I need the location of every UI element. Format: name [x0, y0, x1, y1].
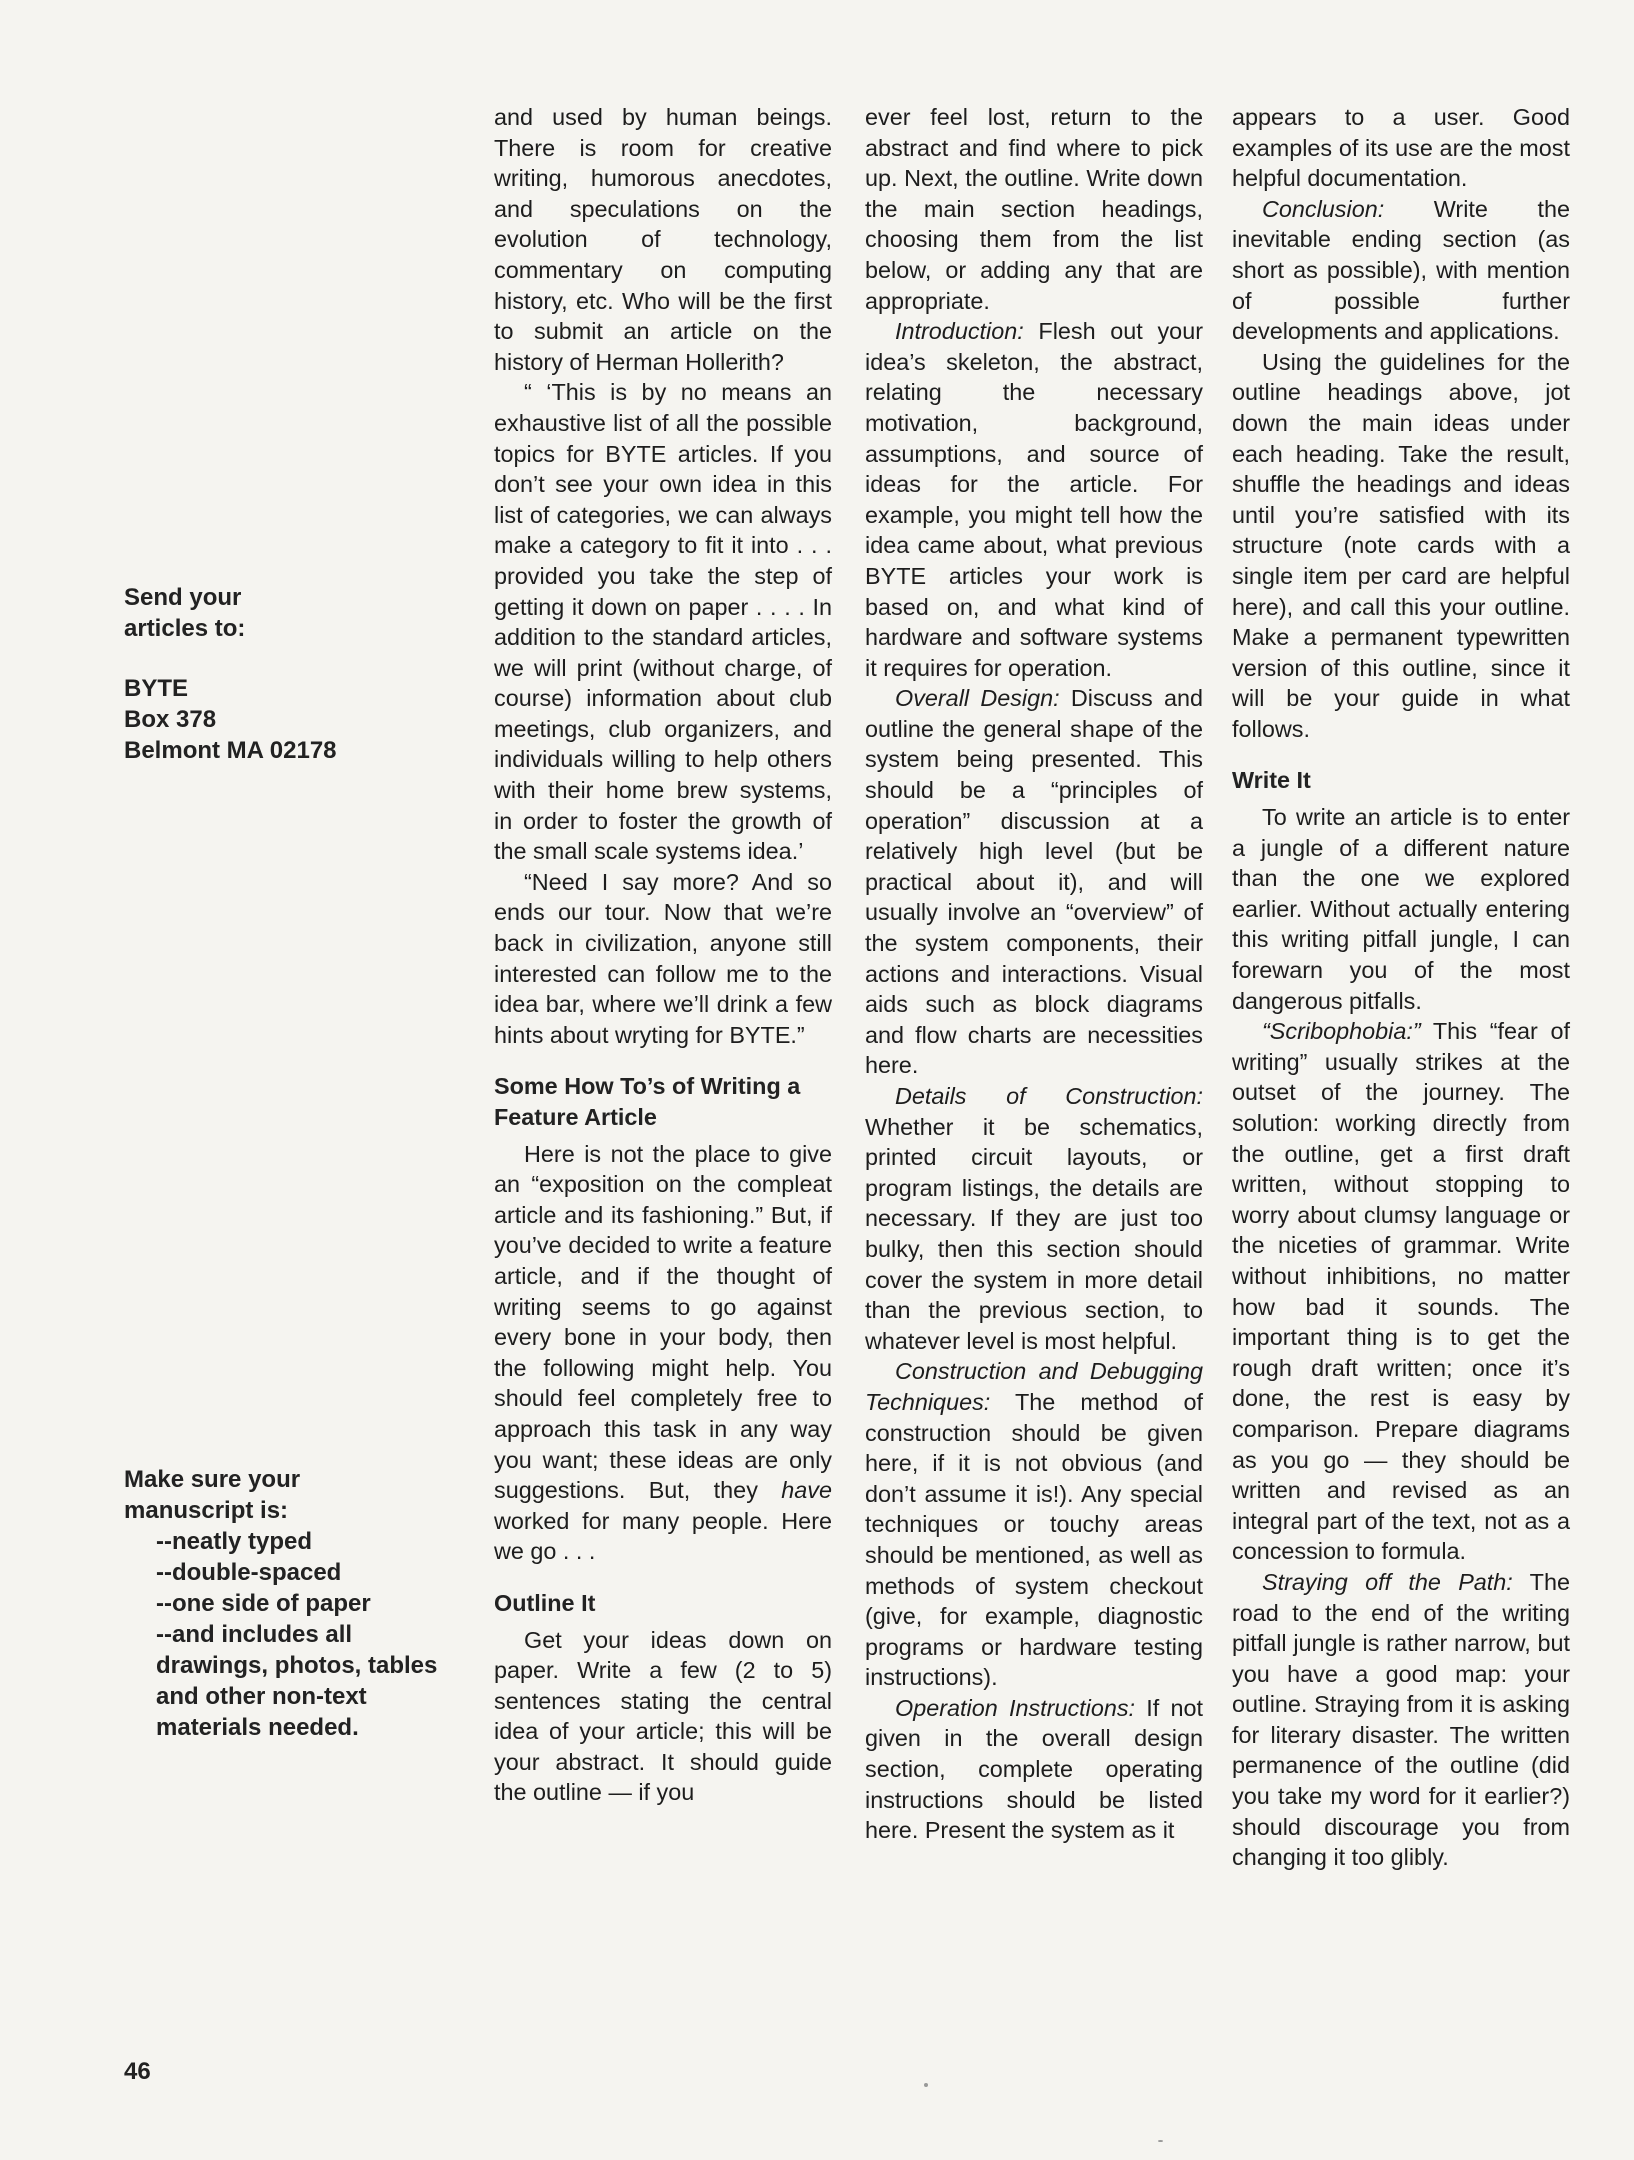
paragraph — [1232, 1567, 1570, 1873]
send-articles-note — [124, 582, 374, 766]
paragraph — [494, 1139, 832, 1567]
article-column-1 — [494, 102, 832, 1808]
paragraph — [865, 1356, 1203, 1693]
paragraph-text: Discuss and outline the general shape of the system being presented. This should be a “principles of operation” discussion at a relatively high level (but be practical about it), and will usually involve an “overview” of the system components, their actions and interactions. Visual aids such as block diagrams and flow charts are necessities here. — [865, 685, 1204, 1079]
send-heading-line: Send your — [124, 584, 242, 611]
paragraph-text: Flesh out your idea’s skeleton, the abstract, relating the necessary motivation, background, assumptions, and source of ideas for the article. For example, you might tell how the idea came about, what previous BYTE articles your work is based on, and what kind of hardware and software systems it requires for operation. — [865, 318, 1203, 681]
section-heading: Write It — [1232, 767, 1311, 794]
address-line: Belmont MA 02178 — [124, 737, 337, 764]
mailing-address — [124, 673, 374, 766]
requirement-item: materials needed. — [156, 1714, 359, 1741]
subsection-label: Straying off the Path: — [1262, 1568, 1513, 1595]
paragraph: “ ‘This is by no means an exhaustive list of all the possible topics for BYTE articles. If you don’t see your own idea in this list of categories, we can always make a category to fit it into . . . provided you take the step of getting it down on paper . . . . In addition to the standard articles, we will print (without charge, of course) information about club meetings, club organizers, and individuals willing to help others with their home brew systems, in order to foster the growth of the small scale systems idea.’ — [494, 379, 832, 865]
requirement-item: --neatly typed — [156, 1528, 313, 1555]
address-line: Box 378 — [124, 706, 217, 733]
paragraph — [865, 1693, 1203, 1846]
scan-speck — [1158, 2140, 1163, 2142]
requirements-heading-line: Make sure your — [124, 1466, 301, 1493]
paragraph-text: Write the inevitable ending section (as short as possible), with mention of possible further developments and applications. — [1232, 195, 1570, 345]
scan-speck — [924, 2083, 928, 2087]
paragraph-text: The road to the end of the writing pitfall jungle is rather narrow, but you have a good map: your outline. Straying from it is asking for literary disaster. The written permanence of the outline (did you take my word for it earlier?) should discourage you from changing it too glibly. — [1232, 1568, 1570, 1871]
requirement-item: and other non-text — [156, 1683, 367, 1710]
article-column-3 — [1232, 102, 1570, 1873]
requirement-item: --double-spaced — [156, 1559, 342, 1586]
paragraph — [1232, 1016, 1570, 1567]
paragraph-text: worked for many people. Here we go . . . — [494, 1507, 832, 1565]
section-heading: Outline It — [494, 1589, 596, 1616]
requirements-heading-line: manuscript is: — [124, 1497, 289, 1524]
requirement-item: drawings, photos, tables — [156, 1652, 438, 1679]
subsection-label: Overall Design: — [895, 685, 1060, 712]
article-column-2 — [865, 102, 1203, 1846]
paragraph: and used by human beings. There is room for creative writing, humorous anecdotes, and speculations on the evolution of technology, commentary on computing history, etc. Who will be the first to submit an article on the history of Herman Hollerith? — [494, 104, 832, 375]
subsection-label: Conclusion: — [1262, 195, 1385, 222]
subsection-label: “Scribophobia:” — [1262, 1018, 1421, 1045]
requirement-item: --one side of paper — [156, 1590, 371, 1617]
subsection-label: Details of Construction: — [895, 1083, 1203, 1109]
paragraph: appears to a user. Good examples of its use are the most helpful documentation. — [1232, 104, 1570, 192]
paragraph: Get your ideas down on paper. Write a few (2 to 5) sentences stating the central idea of your article; this will be your abstract. It should guide the outline — if you — [494, 1626, 832, 1806]
subsection-label: Introduction: — [895, 318, 1024, 345]
paragraph: To write an article is to enter a jungle of a different nature than the one we explored earlier. Without actually entering this writing pitfall jungle, I can forewarn you of the most dangerous pitfalls. — [1232, 804, 1570, 1014]
page-number: 46 — [124, 2058, 151, 2085]
paragraph — [865, 316, 1203, 683]
paragraph — [865, 1081, 1203, 1356]
paragraph: Using the guidelines for the outline headings above, jot down the main ideas under each heading. Take the result, shuffle the headings and ideas until you’re satisfied with its structure (note cards with a single item per card are helpful here), and call this your outline. Make a permanent typewritten version of this outline, since it will be your guide in what follows. — [1232, 348, 1570, 742]
manuscript-requirements — [124, 1464, 444, 1743]
paragraph — [865, 683, 1203, 1081]
requirement-item: --and includes all — [156, 1621, 353, 1648]
paragraph — [1232, 194, 1570, 347]
emphasis-text: have — [781, 1477, 832, 1504]
paragraph-text: Whether it be schematics, printed circuit layouts, or program listings, the details are necessary. If they are just too bulky, then this section should cover the system in more detail than the previous section, to whatever level is most helpful. — [865, 1113, 1203, 1354]
subsection-label: Construction and Debugging Techniques: — [865, 1358, 1203, 1415]
subsection-label: Operation Instructions: — [895, 1694, 1136, 1721]
paragraph: “Need I say more? And so ends our tour. Now that we’re back in civilization, anyone still interested can follow me to the idea bar, where we’ll drink a few hints about wryting for BYTE.” — [494, 868, 832, 1048]
send-heading-line: articles to: — [124, 615, 246, 642]
address-line: BYTE — [124, 675, 189, 702]
paragraph: ever feel lost, return to the abstract and find where to pick up. Next, the outline. Write down the main section headings, choosing them from the list below, or adding any that are appropriate. — [865, 104, 1203, 314]
paragraph-text: If not given in the overall design section, complete operating instructions should be listed here. Present the system as it — [865, 1694, 1203, 1844]
paragraph-text: Here is not the place to give an “exposition on the compleat article and its fashioning.” But, if you’ve decided to write a feature article, and if the thought of writing seems to go against every bone in your body, then the following might help. You should feel completely free to approach this task in any way you want; these ideas are only suggestions. But, they — [494, 1140, 832, 1504]
section-heading: Some How To’s of Writing a Feature Article — [494, 1073, 801, 1130]
paragraph-text: This “fear of writing” usually strikes at the outset of the journey. The solution: working directly from the outline, get a first draft written, without stopping to worry about clumsy language or the niceties of grammar. Write without inhibitions, no matter how bad it sounds. The important thing is to get the rough draft written; once it’s done, the rest is easy by comparison. Prepare diagrams as you go — they should be written and revised as an integral part of the text, not as a concession to formula. — [1232, 1018, 1570, 1565]
paragraph-text: The method of construction should be given here, if it is not obvious (and don’t assume it is!). Any special techniques or touchy areas should be mentioned, as well as methods of system checkout (give, for example, diagnostic programs or hardware testing instructions). — [865, 1388, 1203, 1691]
requirements-list — [124, 1526, 444, 1743]
